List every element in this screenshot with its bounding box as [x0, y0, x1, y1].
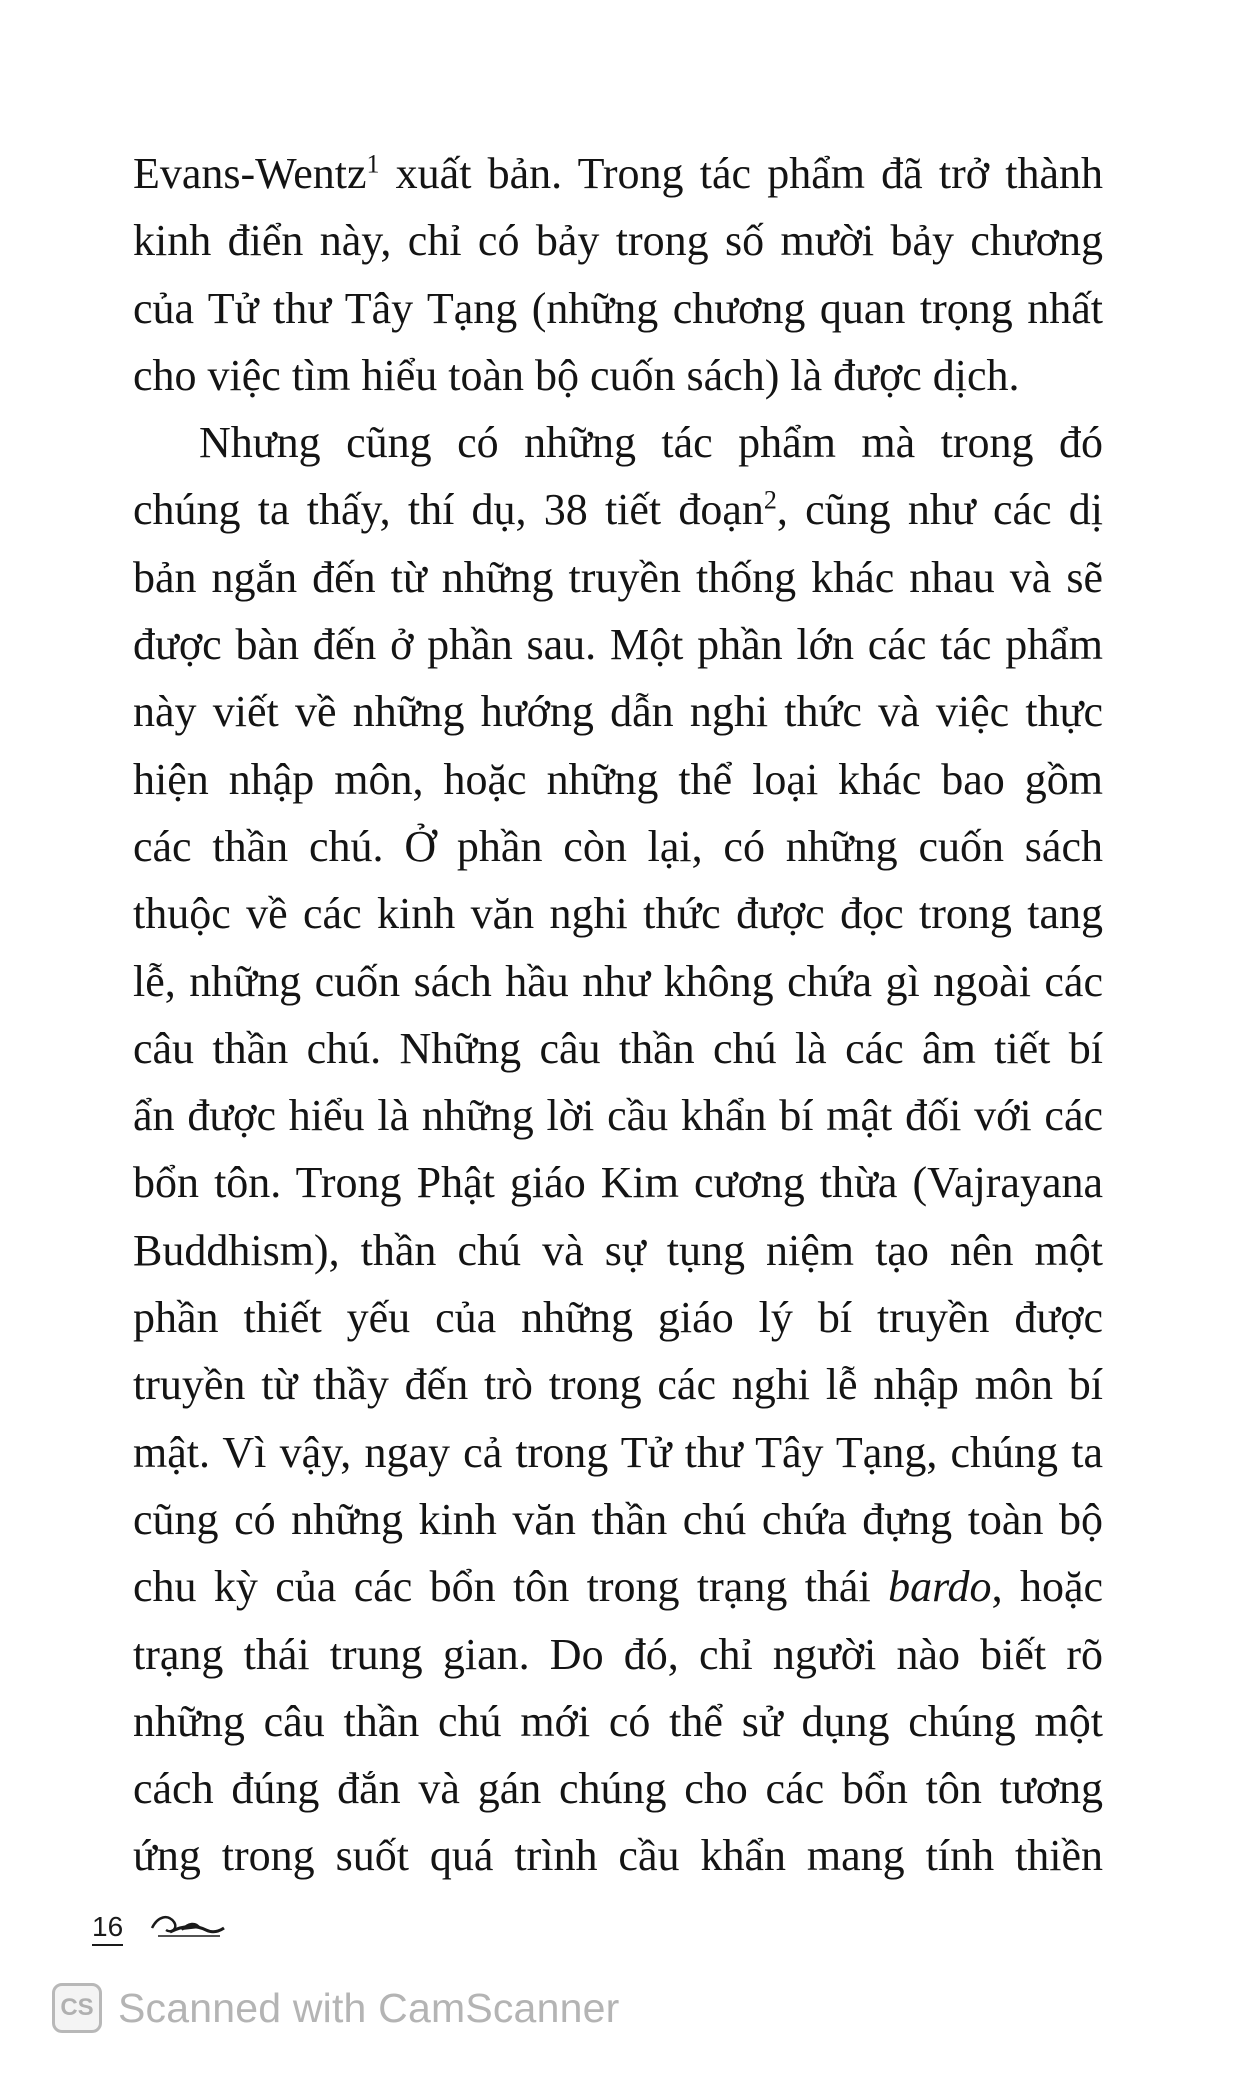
text-line: trạng thái trung gian. Do đó, chỉ người nào biết rõ	[133, 1629, 1103, 1679]
text-line: câu thần chú. Những câu thần chú là các âm tiết bí	[133, 1023, 1103, 1073]
text-line: những câu thần chú mới có thể sử dụng chúng một	[133, 1696, 1103, 1746]
text-line: ẩn được hiểu là những lời cầu khẩn bí mật đối với các	[133, 1091, 1103, 1141]
text-line: ứng trong suốt quá trình cầu khẩn mang tính thiền	[133, 1831, 1103, 1881]
text-line: phần thiết yếu của những giáo lý bí truyền được	[133, 1293, 1103, 1343]
text-line: này viết về những hướng dẫn nghi thức và việc thực	[133, 687, 1103, 737]
text-line: hiện nhập môn, hoặc những thể loại khác bao gồm	[133, 754, 1103, 804]
camscanner-watermark	[52, 1980, 619, 2036]
italic-term: bardo	[888, 1562, 992, 1612]
footnote-marker: 2	[763, 485, 777, 515]
text-line: bản ngắn đến từ những truyền thống khác nhau và sẽ	[133, 552, 1103, 602]
body-text	[133, 140, 1103, 1890]
paragraph-start-line: Nhưng cũng có những tác phẩm mà trong đó	[199, 418, 1103, 468]
text-line: chu kỳ của các bổn tôn trong trạng thái bardo, hoặc	[133, 1562, 1103, 1612]
text-line: kinh điển này, chỉ có bảy trong số mười bảy chương	[133, 216, 1103, 266]
text-line: cho việc tìm hiểu toàn bộ cuốn sách) là được dịch.	[133, 350, 1020, 400]
text-line: các thần chú. Ở phần còn lại, có những cuốn sách	[133, 821, 1103, 871]
text-line: được bàn đến ở phần sau. Một phần lớn các tác phẩm	[133, 620, 1103, 670]
text-line: truyền từ thầy đến trò trong các nghi lễ nhập môn bí	[133, 1360, 1103, 1410]
text-line: cũng có những kinh văn thần chú chứa đựng toàn bộ	[133, 1494, 1103, 1544]
page-ornament-icon	[148, 1906, 228, 1946]
camscanner-logo-icon: CS	[52, 1983, 102, 2033]
text-line: thuộc về các kinh văn nghi thức được đọc trong tang	[133, 889, 1103, 939]
footnote-marker: 1	[366, 149, 380, 179]
text-line: chúng ta thấy, thí dụ, 38 tiết đoạn$^2$, cũng như các dị	[133, 485, 1103, 535]
text-line: của Tử thư Tây Tạng (những chương quan trọng nhất	[133, 283, 1103, 333]
watermark-text: Scanned with CamScanner	[118, 1984, 620, 2031]
text-line: lễ, những cuốn sách hầu như không chứa gì ngoài các	[133, 956, 1103, 1006]
text-line: Evans-Wentz$^1$ xuất bản. Trong tác phẩm đã trở thành	[133, 149, 1103, 198]
text-line: Buddhism), thần chú và sự tụng niệm tạo nên một	[133, 1225, 1103, 1275]
text-line: cách đúng đắn và gán chúng cho các bổn tôn tương	[133, 1764, 1103, 1814]
text-line: bổn tôn. Trong Phật giáo Kim cương thừa (Vajrayana	[133, 1158, 1103, 1208]
page-number: 16	[92, 1912, 123, 1946]
text-line: mật. Vì vậy, ngay cả trong Tử thư Tây Tạng, chúng ta	[133, 1427, 1103, 1477]
